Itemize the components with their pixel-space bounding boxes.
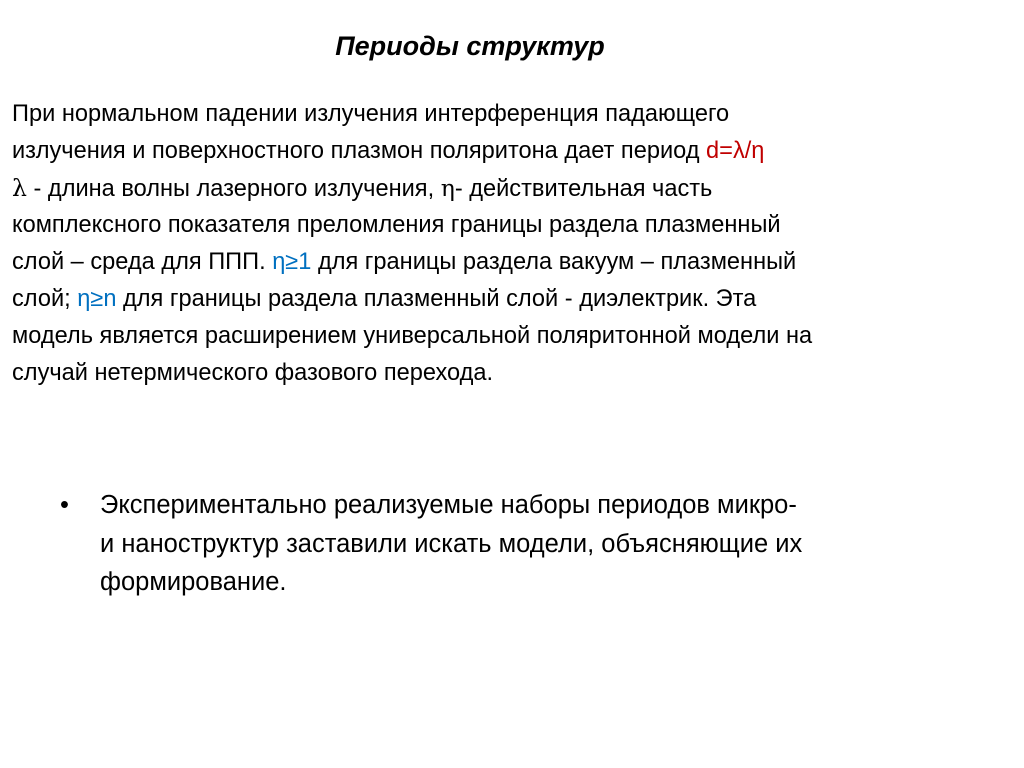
paragraph-line-7: модель является расширением универсальной поляритонной модели на bbox=[12, 323, 813, 349]
paragraph-line-3-text-1: - длина волны лазерного излучения, bbox=[26, 176, 441, 202]
slide-title: Периоды структур bbox=[335, 31, 605, 61]
paragraph-line-2-text: излучения и поверхностного плазмон поляритона дает период bbox=[12, 138, 707, 164]
paragraph-line-5 bbox=[12, 244, 1007, 281]
eta-symbol: η bbox=[440, 174, 455, 202]
paragraph-line-6-text-1: слой; bbox=[12, 286, 78, 312]
paragraph-line-6-text-2: для границы раздела плазменный слой - диэлектрик. Эта bbox=[116, 286, 757, 312]
bullet-line-1: Экспериментально реализуемые наборы периодов микро- bbox=[100, 491, 797, 519]
paragraph-line-5-text-2: для границы раздела вакуум – плазменный bbox=[311, 249, 797, 275]
lambda-symbol: λ bbox=[12, 174, 27, 202]
eta-ge-1-formula: η≥1 bbox=[272, 249, 312, 275]
main-paragraph bbox=[12, 96, 1007, 392]
period-formula: d=λ/η bbox=[706, 138, 765, 164]
paragraph-line-3-text-2: - действительная часть bbox=[454, 176, 713, 202]
paragraph-line-6 bbox=[12, 281, 1007, 318]
paragraph-line-2 bbox=[12, 133, 1007, 170]
bullet-item bbox=[56, 486, 996, 602]
paragraph-line-1: При нормальном падении излучения интерференция падающего bbox=[12, 101, 730, 127]
eta-ge-n-formula: η≥n bbox=[77, 286, 117, 312]
bullet-marker: • bbox=[60, 491, 69, 519]
bullet-line-3: формирование. bbox=[100, 568, 287, 596]
paragraph-line-4: комплексного показателя преломления границы раздела плазменный bbox=[12, 212, 781, 238]
paragraph-line-8: случай нетермического фазового перехода. bbox=[12, 360, 494, 386]
bullet-line-2: и наноструктур заставили искать модели, объясняющие их bbox=[100, 529, 803, 558]
paragraph-line-5-text-1: слой – среда для ППП. bbox=[12, 249, 273, 275]
paragraph-line-3 bbox=[12, 170, 1007, 207]
bullet-list bbox=[56, 486, 996, 602]
